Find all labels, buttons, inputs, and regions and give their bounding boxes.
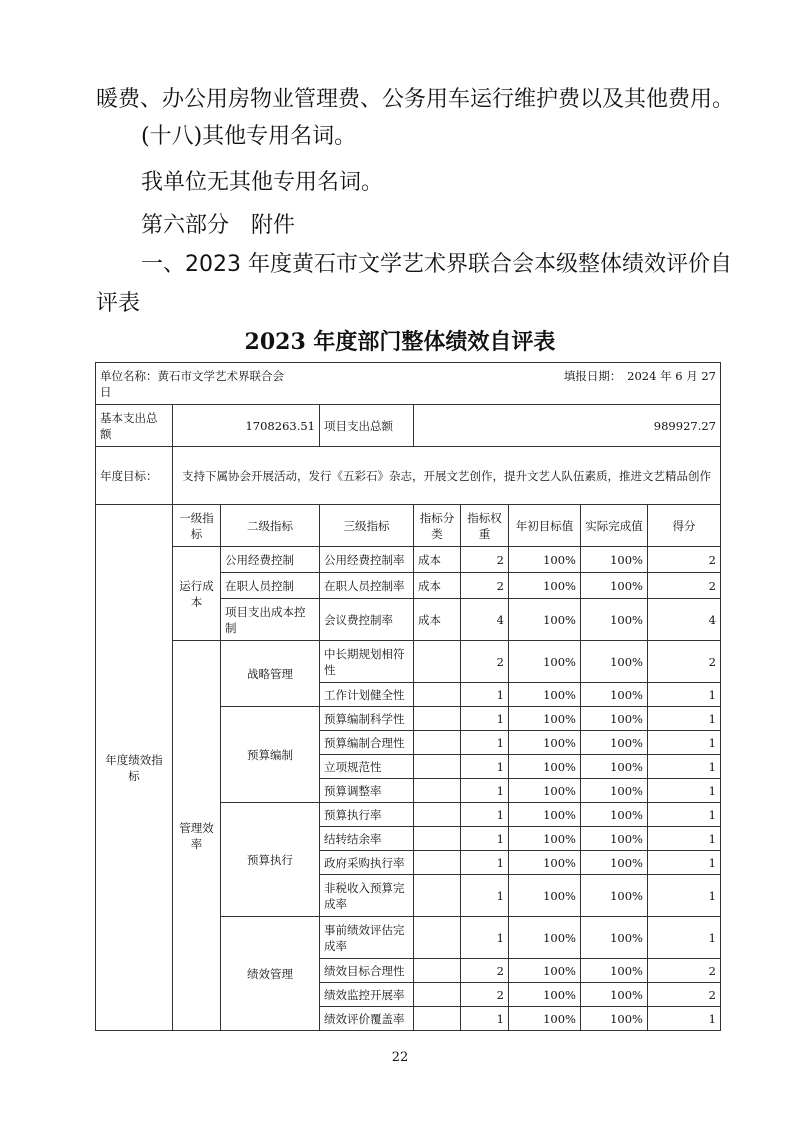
category-cell [414, 683, 461, 707]
score-cell: 2 [648, 547, 721, 573]
actual-cell: 100% [581, 875, 648, 917]
sub-perf-mgmt: 绩效管理 [221, 917, 320, 1031]
group-management-efficiency: 管理效率 [173, 641, 221, 1031]
score-cell: 2 [648, 983, 721, 1007]
header-weight: 指标权重 [461, 505, 509, 547]
l3-cell: 会议费控制率 [320, 599, 414, 641]
actual-cell: 100% [581, 917, 648, 959]
project-expense-label: 项目支出总额 [320, 405, 414, 447]
weight-cell: 2 [461, 959, 509, 983]
fill-date-tail: 日 [100, 384, 112, 399]
header-category: 指标分类 [414, 505, 461, 547]
score-cell: 1 [648, 731, 721, 755]
weight-cell: 1 [461, 875, 509, 917]
page-number: 22 [391, 1050, 409, 1065]
header-level1: 一级指标 [173, 505, 221, 547]
weight-cell: 1 [461, 779, 509, 803]
category-cell [414, 983, 461, 1007]
group-run-cost: 运行成本 [173, 547, 221, 641]
target-cell: 100% [509, 983, 581, 1007]
l3-cell: 绩效监控开展率 [320, 983, 414, 1007]
weight-cell: 1 [461, 827, 509, 851]
l3-cell: 绩效目标合理性 [320, 959, 414, 983]
category-cell [414, 959, 461, 983]
category-cell [414, 755, 461, 779]
target-cell: 100% [509, 755, 581, 779]
weight-cell: 1 [461, 1007, 509, 1031]
score-cell: 1 [648, 755, 721, 779]
weight-cell: 1 [461, 731, 509, 755]
actual-cell: 100% [581, 683, 648, 707]
score-cell: 1 [648, 851, 721, 875]
weight-cell: 2 [461, 547, 509, 573]
paragraph-line-1: 暖费、办公用房物业管理费、公务用车运行维护费以及其他费用。 [96, 87, 735, 112]
target-cell: 100% [509, 851, 581, 875]
actual-cell: 100% [581, 599, 648, 641]
l3-cell: 工作计划健全性 [320, 683, 414, 707]
table-title: 2023 年度部门整体绩效自评表 [244, 329, 556, 355]
actual-cell: 100% [581, 547, 648, 573]
target-cell: 100% [509, 917, 581, 959]
sub-strategy: 战略管理 [221, 641, 320, 707]
basic-expense-label: 基本支出总额 [96, 405, 173, 447]
weight-cell: 4 [461, 599, 509, 641]
actual-cell: 100% [581, 573, 648, 599]
score-cell: 2 [648, 641, 721, 683]
l3-cell: 绩效评价覆盖率 [320, 1007, 414, 1031]
header-target: 年初目标值 [509, 505, 581, 547]
table-row [96, 363, 721, 405]
score-cell: 2 [648, 959, 721, 983]
actual-cell: 100% [581, 731, 648, 755]
target-cell: 100% [509, 779, 581, 803]
header-level2: 二级指标 [221, 505, 320, 547]
target-cell: 100% [509, 547, 581, 573]
target-cell: 100% [509, 827, 581, 851]
l3-cell: 公用经费控制率 [320, 547, 414, 573]
heading-part-six: 第六部分 附件 [141, 213, 296, 238]
score-cell: 1 [648, 779, 721, 803]
target-cell: 100% [509, 641, 581, 683]
target-cell: 100% [509, 959, 581, 983]
weight-cell: 1 [461, 917, 509, 959]
sub-budget-prep: 预算编制 [221, 707, 320, 803]
l3-cell: 预算编制科学性 [320, 707, 414, 731]
actual-cell: 100% [581, 803, 648, 827]
fill-date: 填报日期： 2024 年 6 月 27 [563, 368, 716, 383]
weight-cell: 1 [461, 803, 509, 827]
actual-cell: 100% [581, 707, 648, 731]
target-cell: 100% [509, 599, 581, 641]
target-cell: 100% [509, 683, 581, 707]
l3-cell: 预算执行率 [320, 803, 414, 827]
l2-cell: 项目支出成本控制 [221, 599, 320, 641]
table-row [96, 641, 721, 683]
category-cell [414, 917, 461, 959]
paragraph-line-2: (十八)其他专用名词。 [141, 124, 357, 149]
l2-cell: 在职人员控制 [221, 573, 320, 599]
score-cell: 1 [648, 707, 721, 731]
l3-cell: 中长期规划相符性 [320, 641, 414, 683]
project-expense-value: 989927.27 [414, 405, 721, 447]
sub-budget-exec: 预算执行 [221, 803, 320, 917]
table-row [96, 447, 721, 505]
header-score: 得分 [648, 505, 721, 547]
score-cell: 1 [648, 1007, 721, 1031]
category-cell [414, 827, 461, 851]
actual-cell: 100% [581, 851, 648, 875]
weight-cell: 1 [461, 683, 509, 707]
category-cell: 成本 [414, 573, 461, 599]
score-cell: 1 [648, 875, 721, 917]
score-cell: 1 [648, 803, 721, 827]
table-row [96, 405, 721, 447]
actual-cell: 100% [581, 959, 648, 983]
category-cell [414, 875, 461, 917]
weight-cell: 1 [461, 851, 509, 875]
header-actual: 实际完成值 [581, 505, 648, 547]
perf-indicator-label: 年度绩效指标 [96, 505, 173, 1031]
l3-cell: 预算调整率 [320, 779, 414, 803]
l3-cell: 事前绩效评估完成率 [320, 917, 414, 959]
target-cell: 100% [509, 707, 581, 731]
weight-cell: 1 [461, 707, 509, 731]
unit-name: 单位名称：黄石市文学艺术界联合会 [100, 368, 284, 383]
actual-cell: 100% [581, 779, 648, 803]
l3-cell: 在职人员控制率 [320, 573, 414, 599]
actual-cell: 100% [581, 983, 648, 1007]
weight-cell: 2 [461, 641, 509, 683]
heading-item-one-line-2: 评表 [96, 291, 141, 316]
score-cell: 1 [648, 917, 721, 959]
basic-expense-value: 1708263.51 [173, 405, 320, 447]
target-cell: 100% [509, 875, 581, 917]
target-cell: 100% [509, 573, 581, 599]
weight-cell: 2 [461, 983, 509, 1007]
target-cell: 100% [509, 803, 581, 827]
score-cell: 1 [648, 683, 721, 707]
actual-cell: 100% [581, 755, 648, 779]
score-cell: 2 [648, 573, 721, 599]
target-cell: 100% [509, 1007, 581, 1031]
table-row [96, 547, 721, 573]
l3-cell: 预算编制合理性 [320, 731, 414, 755]
target-cell: 100% [509, 731, 581, 755]
actual-cell: 100% [581, 827, 648, 851]
heading-item-one-line-1: 一、2023 年度黄石市文学艺术界联合会本级整体绩效评价自 [141, 252, 732, 277]
category-cell [414, 641, 461, 683]
category-cell: 成本 [414, 599, 461, 641]
l2-cell: 公用经费控制 [221, 547, 320, 573]
category-cell [414, 731, 461, 755]
category-cell [414, 707, 461, 731]
category-cell [414, 851, 461, 875]
annual-goal-label: 年度目标： [96, 447, 173, 505]
evaluation-table [95, 362, 721, 1031]
l3-cell: 非税收入预算完成率 [320, 875, 414, 917]
table-header-row [96, 505, 721, 547]
annual-goal-text: 支持下属协会开展活动，发行《五彩石》杂志，开展文艺创作，提升文艺人队伍素质，推进文艺精品创作 [173, 447, 721, 505]
l3-cell: 立项规范性 [320, 755, 414, 779]
category-cell: 成本 [414, 547, 461, 573]
actual-cell: 100% [581, 641, 648, 683]
weight-cell: 2 [461, 573, 509, 599]
category-cell [414, 1007, 461, 1031]
category-cell [414, 779, 461, 803]
l3-cell: 结转结余率 [320, 827, 414, 851]
paragraph-line-3: 我单位无其他专用名词。 [141, 170, 384, 195]
l3-cell: 政府采购执行率 [320, 851, 414, 875]
header-level3: 三级指标 [320, 505, 414, 547]
category-cell [414, 803, 461, 827]
score-cell: 4 [648, 599, 721, 641]
actual-cell: 100% [581, 1007, 648, 1031]
unit-info-cell [96, 363, 721, 405]
score-cell: 1 [648, 827, 721, 851]
weight-cell: 1 [461, 755, 509, 779]
